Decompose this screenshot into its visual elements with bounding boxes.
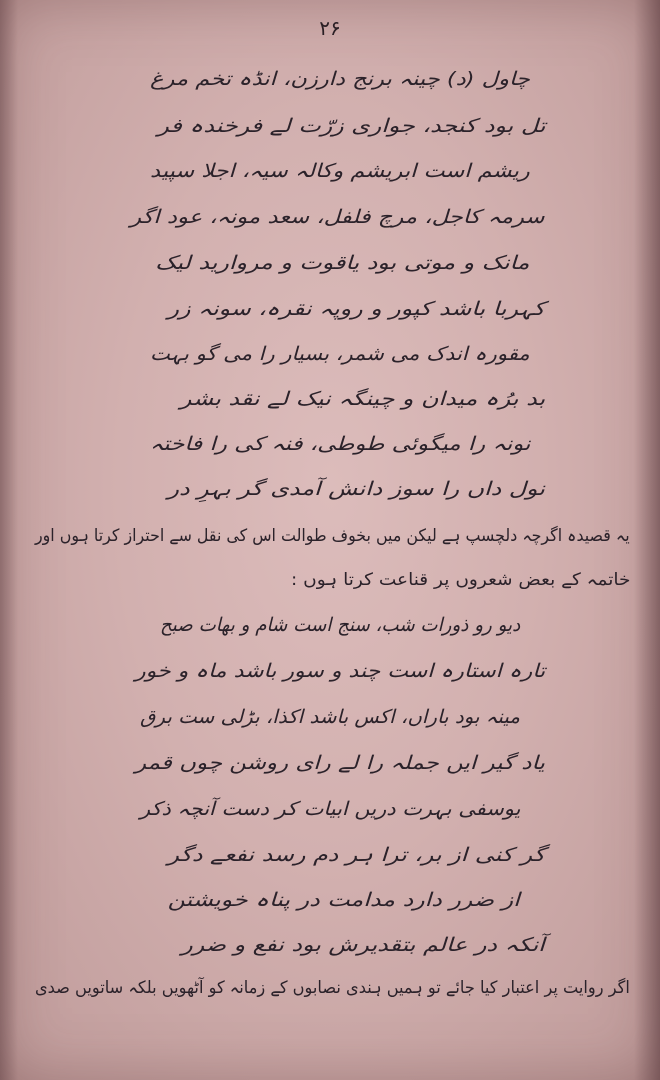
prose2-line-1: اگر روایت پر اعتبار کیا جائے تو ہمیں ہندی نصابوں کے زمانہ کو آٹھویں بلکہ ساتویں صدی — [35, 978, 630, 998]
poem2-line-1: دیو رو ذورات شب، سنج است شام و بھات صبح — [159, 614, 520, 636]
poem1-line-1: چاول (د) چینہ برنج دارزن، انڈہ تخم مرغ — [150, 68, 530, 90]
poem2-line-3: مینہ بود باراں، اکس باشد اکذا، بڑلی ست برق — [140, 706, 520, 728]
poem1-line-6: کہربا باشد کپور و روپہ نقرہ، سونہ زر — [167, 298, 545, 320]
poem1-line-3: ریشم است ابریشم وکالہ سیہ، اجلا سپید — [150, 160, 530, 182]
page-left-shadow — [0, 0, 18, 1080]
prose1-line-1: یہ قصیدہ اگرچہ دلچسپ ہے لیکن میں بخوف طوالت اس کی نقل سے احتراز کرتا ہوں اور — [35, 526, 630, 546]
poem1-line-4: سرمہ کاجل، مرچ فلفل، سعد مونہ، عود اگر — [130, 206, 545, 228]
poem2-line-7: از ضرر دارد مدامت در پناہ خویشتن — [167, 889, 520, 911]
poem2-line-8: آنکہ در عالم بتقدیرش بود نفع و ضرر — [181, 934, 545, 956]
poem1-line-10: نول داں را سوز دانش آمدی گر بہرِ در — [167, 478, 545, 500]
poem2-line-5: یوسفی بہرت دریں ابیات کر دست آنچہ ذکر — [139, 798, 520, 820]
page-binding-shadow — [634, 0, 660, 1080]
poem1-line-9: نونہ را میگوئی طوطی، فنہ کی را فاختہ — [149, 433, 530, 455]
prose1-line-2: خاتمہ کے بعض شعروں پر قناعت کرتا ہوں : — [290, 570, 630, 590]
poem1-line-2: تل بود کنجد، جواری زرّت لے فرخندہ فر — [156, 115, 545, 137]
poem1-line-5: مانک و موتی بود یاقوت و مروارید لیک — [155, 252, 530, 274]
poem2-line-4: یاد گیر ایں جملہ را لے رای روشن چوں قمر — [135, 752, 545, 774]
poem1-line-7: مقورہ اندک می شمر، بسیار را می گو بہت — [150, 343, 530, 365]
poem1-line-8: بد برُہ میدان و چینگہ نیک لے نقد بشر — [179, 388, 545, 410]
page-number: ۲۶ — [319, 16, 341, 40]
poem2-line-6: گر کنی از بر، ترا ہر دم رسد نفعے دگر — [167, 844, 545, 866]
poem2-line-2: تارہ استارہ است چند و سور باشد ماہ و خور — [134, 660, 545, 682]
